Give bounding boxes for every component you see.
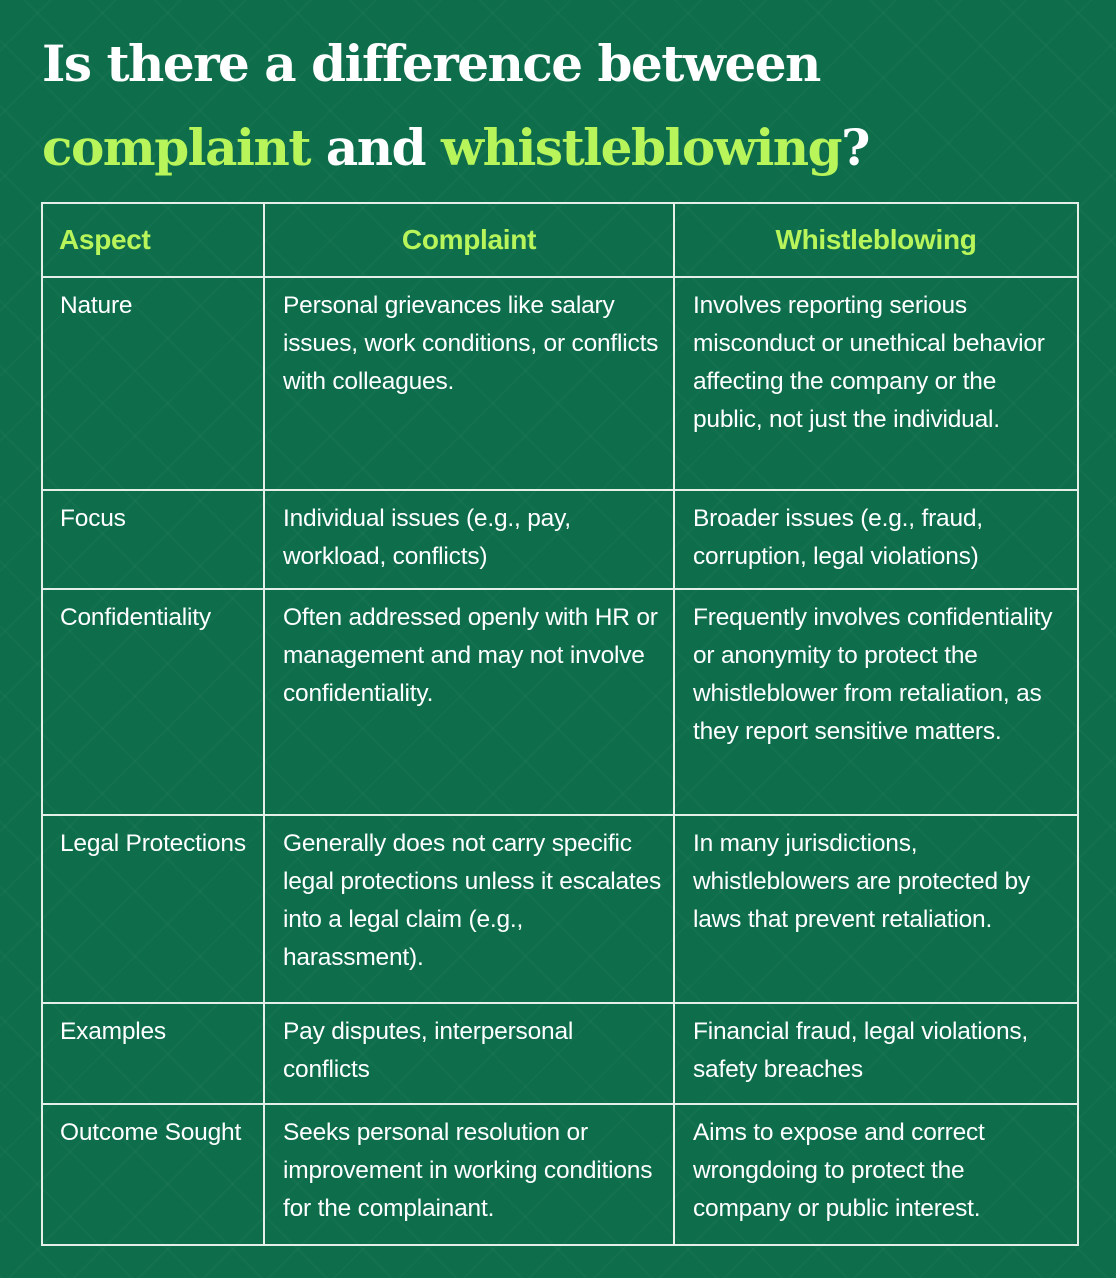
header-complaint: Complaint [264,203,674,277]
aspect-cell: Outcome Sought [42,1104,264,1245]
whistleblowing-cell: Frequently involves confidentiality or anonymity to protect the whistleblower from retaliation, as they report sensitive matters. [674,589,1078,815]
title-highlight-whistleblowing: whistleblowing [441,118,842,177]
table-row-nature [42,277,1078,490]
whistleblowing-cell: Aims to expose and correct wrongdoing to protect the company or public interest. [674,1104,1078,1245]
table-row-outcome-sought [42,1104,1078,1245]
title-highlight-complaint: complaint [42,118,310,177]
whistleblowing-cell: In many jurisdictions, whistleblowers are protected by laws that prevent retaliation. [674,815,1078,1003]
whistleblowing-cell: Broader issues (e.g., fraud, corruption, legal violations) [674,490,1078,589]
table-row-examples [42,1003,1078,1104]
aspect-cell: Confidentiality [42,589,264,815]
table-header-row [42,203,1078,277]
complaint-cell: Personal grievances like salary issues, work conditions, or conflicts with colleagues. [264,277,674,490]
complaint-cell: Individual issues (e.g., pay, workload, conflicts) [264,490,674,589]
header-whistleblowing: Whistleblowing [674,203,1078,277]
complaint-cell: Generally does not carry specific legal protections unless it escalates into a legal claim (e.g., harassment). [264,815,674,1003]
whistleblowing-cell: Involves reporting serious misconduct or unethical behavior affecting the company or the public, not just the individual. [674,277,1078,490]
aspect-cell: Nature [42,277,264,490]
table-row-focus [42,490,1078,589]
whistleblowing-cell: Financial fraud, legal violations, safety breaches [674,1003,1078,1104]
title-question-mark: ? [841,118,869,177]
complaint-cell: Seeks personal resolution or improvement in working conditions for the complainant. [264,1104,674,1245]
title-connector: and [310,118,442,177]
complaint-cell: Pay disputes, interpersonal conflicts [264,1003,674,1104]
header-aspect: Aspect [42,203,264,277]
table-row-confidentiality [42,589,1078,815]
aspect-cell: Legal Protections [42,815,264,1003]
aspect-cell: Focus [42,490,264,589]
aspect-cell: Examples [42,1003,264,1104]
comparison-table [41,202,1079,1246]
table-row-legal-protections [42,815,1078,1003]
complaint-cell: Often addressed openly with HR or management and may not involve confidentiality. [264,589,674,815]
title-line-1: Is there a difference between [42,34,820,93]
page-title [42,22,1082,190]
